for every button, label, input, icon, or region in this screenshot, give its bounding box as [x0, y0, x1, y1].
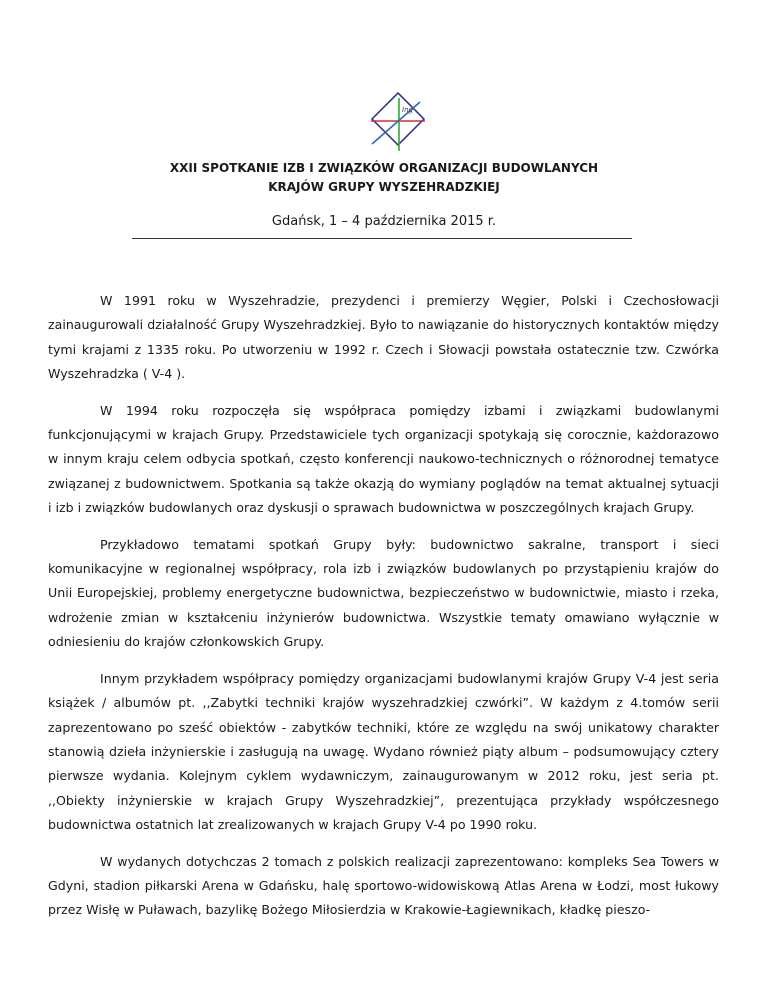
document-title-line-2: KRAJÓW GRUPY WYSZEHRADZKIEJ [268, 180, 500, 194]
paragraph-5: W wydanych dotychczas 2 tomach z polskich realizacji zaprezentowano: kompleks Sea Towers w Gdyni, stadion piłkarski Arena w Gdańsku, halę sportowo-widowiskową Atlas Arena w Łodzi, most łukowy przez Wisłę w Puławach, bazylikę Bożego Miłosierdzia w Krakowie-Łagiewnikach, kładkę pieszo- [48, 853, 719, 918]
document-body [48, 289, 719, 935]
paragraph-1: W 1991 roku w Wyszehradzie, prezydenci i premierzy Węgier, Polski i Czechosłowacji zainaugurowali działalność Grupy Wyszehradzkiej. Było to nawiązanie do historycznych kontaktów między tymi krajami z 1335 roku. Po utworzeniu w 1992 r. Czech i Słowacji powstała ostatecznie tzw. Czwórka Wyszehradzka ( V-4 ). [48, 293, 719, 382]
header-divider [132, 238, 632, 239]
organization-logo [370, 92, 426, 152]
document-title-line-1: XXII SPOTKANIE IZB I ZWIĄZKÓW ORGANIZACJI BUDOWLANYCH [169, 161, 599, 175]
event-date: Gdańsk, 1 – 4 października 2015 r. [271, 214, 497, 229]
logo-text: Ing [402, 106, 413, 114]
logo-icon [370, 92, 426, 152]
paragraph-2: W 1994 roku rozpoczęła się współpraca pomiędzy izbami i związkami budowlanymi funkcjonującymi w krajach Grupy. Przedstawiciele tych organizacji spotykają się corocznie, każdorazowo w innym kraju celem odbycia spotkań, często konferencji naukowo-technicznych o różnorodnej tematyce związanej z budownictwem. Spotkania są także okazją do wymiany poglądów na temat aktualnej sytuacji i izb i związków budowlanych oraz dyskusji o sprawach budownictwa w poszczególnych krajach Grupy. [48, 402, 719, 516]
paragraph-4: Innym przykładem współpracy pomiędzy organizacjami budowlanymi krajów Grupy V-4 jest seria książek / albumów pt. ,,Zabytki techniki krajów wyszehradzkiej czwórki”. W każdym z 4.tomów serii zaprezentowano po sześć obiektów - zabytków techniki, które ze względu na swój unikatowy charakter stanowią dzieła inżynierskie i zasługują na uwagę. Wydano również piąty album – podsumowujący cztery pierwsze wydania. Kolejnym cyklem wydawniczym, zainaugurowanym w 2012 roku, jest seria pt. ,,Obiekty inżynierskie w krajach Grupy Wyszehradzkiej”, prezentująca przykłady współczesnego budownictwa ostatnich lat zrealizowanych w krajach Grupy V-4 po 1990 roku. [48, 670, 719, 833]
paragraph-3: Przykładowo tematami spotkań Grupy były: budownictwo sakralne, transport i sieci komunikacyjne w regionalnej współpracy, rola izb i związków budowlanych po przystąpieniu krajów do Unii Europejskiej, problemy energetyczne budownictwa, bezpieczeństwo w budownictwie, miasto i rzeka, wdrożenie zmian w kształceniu inżynierów budownictwa. Wszystkie tematy omawiano wyłącznie w odniesieniu do krajów członkowskich Grupy. [48, 536, 719, 650]
